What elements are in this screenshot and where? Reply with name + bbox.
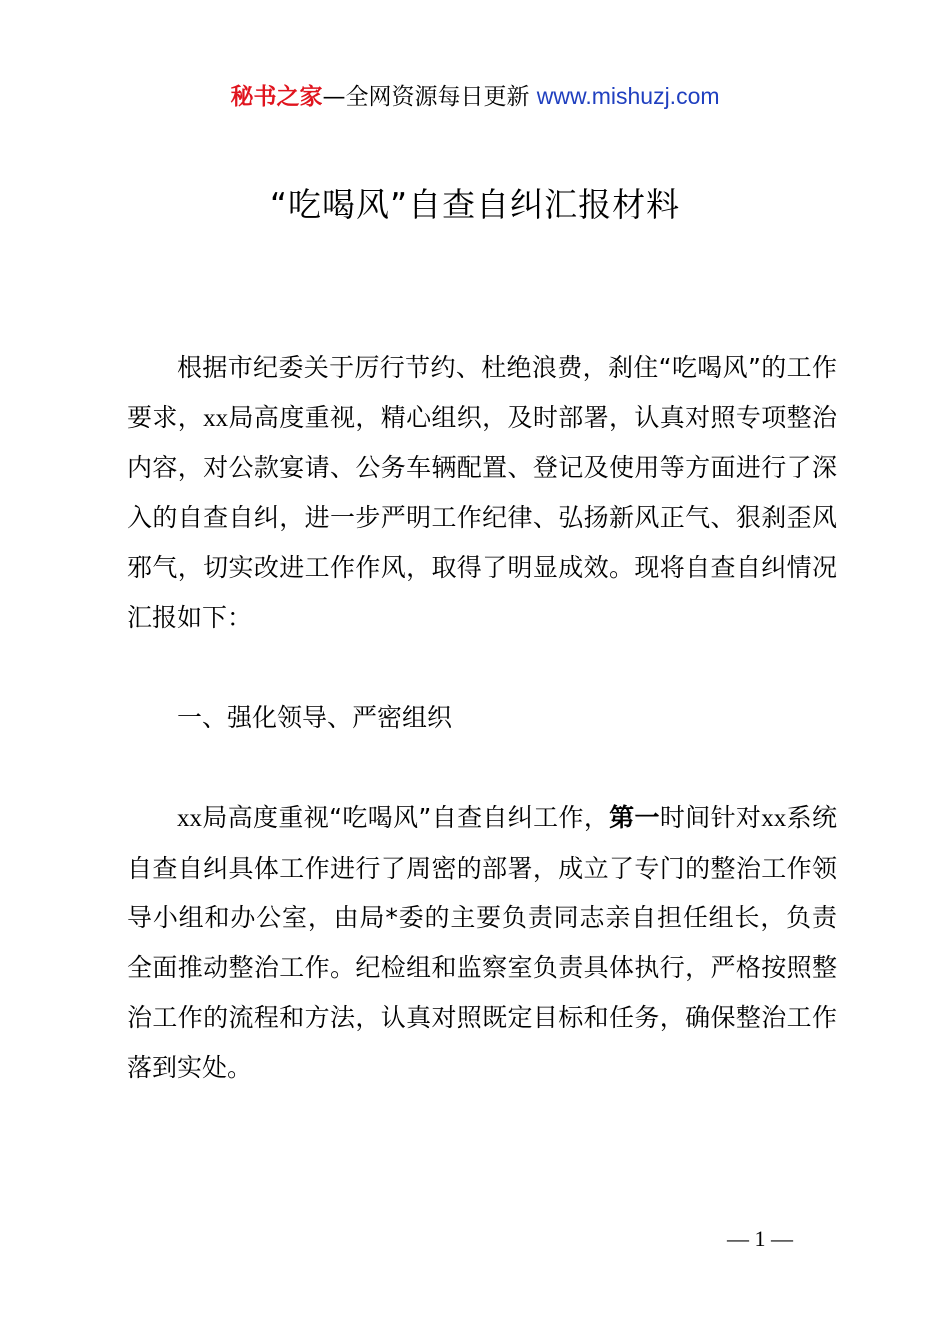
document-title: “吃喝风”自查自纠汇报材料: [269, 185, 681, 224]
site-brand-name: 秘书之家: [230, 84, 323, 110]
paragraph-section-1-part-1: xx局高度重视“吃喝风”自查自纠工作，: [177, 803, 610, 832]
section-heading-1: 一、强化领导、严密组织: [177, 703, 453, 732]
site-banner: [0, 80, 950, 113]
paragraph-section-1: [127, 793, 837, 1092]
paragraph-section-1-emphasis: 第一: [609, 803, 660, 832]
site-url-link[interactable]: www.mishuzj.com: [536, 83, 720, 109]
placeholder-xx: xx: [761, 805, 787, 832]
page-number: — 1 —: [727, 1226, 793, 1251]
site-tagline: —全网资源每日更新: [322, 84, 537, 110]
paragraph-intro-text: 根据市纪委关于厉行节约、杜绝浪费，刹住“吃喝风”的工作要求，xx局高度重视，精心组织，及时部署，认真对照专项整治内容，对公款宴请、公务车辆配置、登记及使用等方面进行了深入的自查自纠，进一步严明工作纪律、弘扬新风正气、狠刹歪风邪气，切实改进工作作风，取得了明显成效。现将自查自纠情况汇报如下：: [127, 353, 837, 632]
placeholder-xx: xx: [203, 404, 229, 432]
placeholder-xx: xx: [177, 805, 202, 832]
paragraph-section-1-part-2: 时间针对xx系统自查自纠具体工作进行了周密的部署，成立了专门的整治工作领导小组和办公室，由局*委的主要负责同志亲自担任组长，负责全面推动整治工作。纪检组和监察室负责具体执行，严格按照整治工作的流程和方法，认真对照既定目标和任务，确保整治工作落到实处。: [127, 803, 837, 1082]
paragraph-intro: [127, 343, 837, 642]
